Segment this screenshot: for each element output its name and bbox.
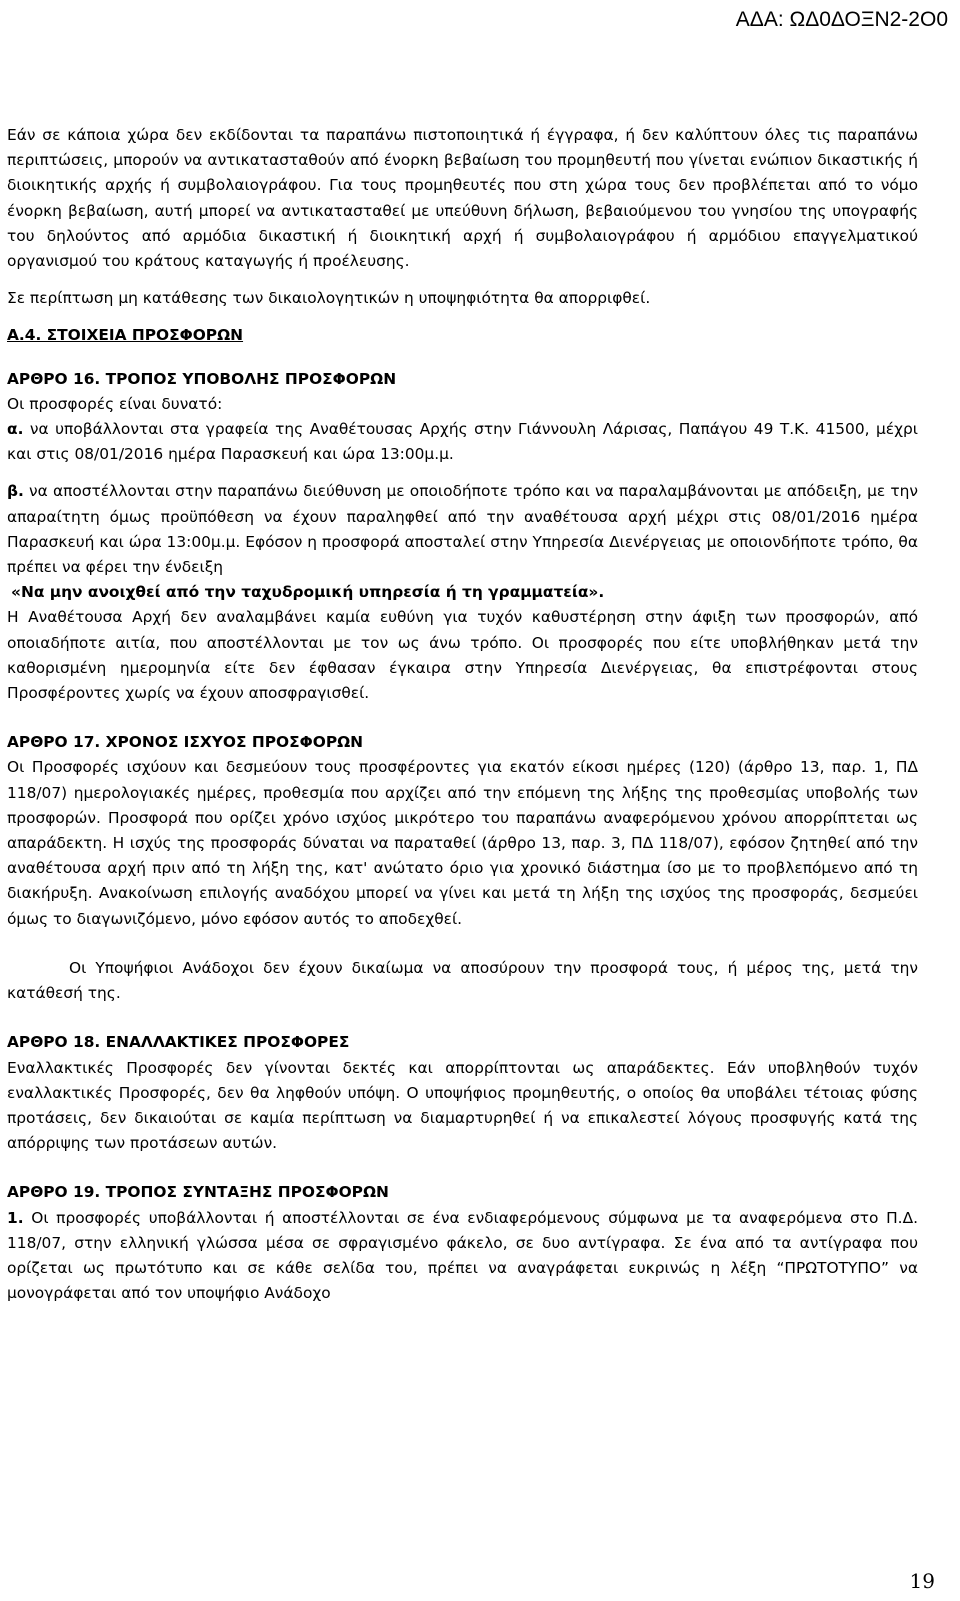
paragraph-rejection: Σε περίπτωση μη κατάθεσης των δικαιολογητικών η υποψηφιότητα θα απορριφθεί.: [7, 289, 651, 308]
page-number: 19: [909, 1569, 935, 1593]
item-1-text: Οι προσφορές υποβάλλονται ή αποστέλλονται σε ένα ενδιαφερόμενους σύμφωνα με τα αναφερόμενα στο Π.Δ. 118/07, στην ελληνική γλώσσα μέσα σε σφραγισμένο φάκελο, σε δυο αντίγραφα. Σε ένα από τα αντίγραφα που ορίζεται ως πρωτότυπο και σε κάθε σελίδα του, πρέπει να αναγράφεται ευκρινώς η λέξη “ΠΡΩΤΟΤΥΠΟ” να μονογράφεται από τον υποψήφιο Ανάδοχο: [7, 1208, 918, 1303]
article-17-paragraph-2: Οι Υποψήφιοι Ανάδοχοι δεν έχουν δικαίωμα να αποσύρουν την προσφορά τους, ή μέρος της, μετά την κατάθεσή της.: [7, 958, 918, 1003]
article-18-paragraph: Εναλλακτικές Προσφορές δεν γίνονται δεκτές και απορρίπτονται ως απαράδεκτες. Εάν υποβληθούν τυχόν εναλλακτικές Προσφορές, δεν θα ληφθούν υπόψη. Ο υποψήφιος προμηθευτής, ο οποίος θα υποβάλει τέτοιας φύσης προτάσεις, δεν δικαιούται σε καμία περίπτωση να διαμαρτυρηθεί ή να επικαλεστεί λόγους προσφυγής κατά της απόρριψης των προτάσεων αυτών.: [7, 1058, 918, 1153]
document-body: [7, 123, 918, 1306]
item-b-text: να αποστέλλονται στην παραπάνω διεύθυνση με οποιοδήποτε τρόπο και να παραλαμβάνονται με απόδειξη, με την απαραίτητη όμως προϋπόθεση να έχουν παραληφθεί από την αναθέτουσα αρχή μέχρι στις 08/01/2016 ημέρα Παρασκευή και ώρα 13:00μ.μ. Εφόσον η προσφορά αποσταλεί στην Υπηρεσία Διενέργειας με οποιονδήποτε τρόπο, θα πρέπει να φέρει την ένδειξη: [7, 482, 918, 577]
article-16-delay-paragraph: Η Αναθέτουσα Αρχή δεν αναλαμβάνει καμία ευθύνη για τυχόν καθυστέρηση στην άφιξη των προσφορών, από οποιαδήποτε αιτία, που αποστέλλονται με τον ως άνω τρόπο. Οι προσφορές που είτε υποβλήθηκαν μετά την καθορισμένη ημερομηνία είτε δεν έφθασαν έγκαιρα στην Υπηρεσία Διενέργειας, θα επιστρέφονται στους Προσφέροντες χωρίς να έχουν αποσφραγισθεί.: [7, 608, 918, 703]
item-1-marker: 1.: [7, 1208, 24, 1227]
article-16-heading: ΑΡΘΡΟ 16. ΤΡΟΠΟΣ ΥΠΟΒΟΛΗΣ ΠΡΟΣΦΟΡΩΝ: [7, 369, 397, 388]
item-a-text: να υποβάλλονται στα γραφεία της Αναθέτουσας Αρχής στην Γιάννουλη Λάρισας, Παπάγου 49 Τ.Κ. 41500, μέχρι και στις 08/01/2016 ημέρα Παρασκευή και ώρα 13:00μ.μ.: [7, 420, 918, 464]
section-heading-a4: Α.4. ΣΤΟΙΧΕΙΑ ΠΡΟΣΦΟΡΩΝ: [7, 326, 244, 345]
article-18-heading: ΑΡΘΡΟ 18. ΕΝΑΛΛΑΚΤΙΚΕΣ ΠΡΟΣΦΟΡΕΣ: [7, 1033, 350, 1052]
article-19-heading: ΑΡΘΡΟ 19. ΤΡΟΠΟΣ ΣΥΝΤΑΞΗΣ ΠΡΟΣΦΟΡΩΝ: [7, 1183, 389, 1202]
envelope-notice: «Να μην ανοιχθεί από την ταχυδρομική υπηρεσία ή τη γραμματεία».: [11, 583, 605, 602]
article-17-heading: ΑΡΘΡΟ 17. ΧΡΟΝΟΣ ΙΣΧΥΟΣ ΠΡΟΣΦΟΡΩΝ: [7, 733, 364, 752]
paragraph-certificates: Εάν σε κάποια χώρα δεν εκδίδονται τα παραπάνω πιστοποιητικά ή έγγραφα, ή δεν καλύπτουν όλες τις παραπάνω περιπτώσεις, μπορούν να αντικατασταθούν από ένορκη βεβαίωση του προμηθευτή που γίνεται ενώπιον δικαστικής ή διοικητικής αρχής ή συμβολαιογράφου. Για τους προμηθευτές που στη χώρα τους δεν προβλέπεται από το νόμο ένορκη βεβαίωση, αυτή μπορεί να αντικατασταθεί με υπεύθυνη δήλωση, βεβαιούμενου του γνησίου της υπογραφής του δηλούντος από αρμόδια δικαστική ή διοικητική αρχή ή συμβολαιογράφου ή αρμόδιου επαγγελματικού οργανισμού του κράτους καταγωγής ή προέλευσης.: [7, 126, 918, 271]
ada-code: ΑΔΑ: ΩΔ0ΔΟΞΝ2-2Ο0: [735, 8, 948, 31]
article-19-item-1: [7, 1206, 918, 1307]
item-a-marker: α.: [7, 420, 24, 439]
item-b-marker: β.: [7, 482, 24, 501]
article-16-item-b: [7, 479, 918, 580]
article-16-item-a: [7, 417, 918, 467]
article-16-intro: Οι προσφορές είναι δυνατό:: [7, 394, 223, 413]
article-17-paragraph-1: Οι Προσφορές ισχύουν και δεσμεύουν τους προσφέροντες για εκατόν είκοσι ημέρες (120) (άρθρο 13, παρ. 1, ΠΔ 118/07) ημερολογιακές ημέρες, προθεσμία που αρχίζει από την επόμενη της λήξης της προθεσμίας υποβολής των προσφορών. Προσφορά που ορίζει χρόνο ισχύος μικρότερο του παραπάνω αναφερόμενου χρόνου απορρίπτεται ως απαράδεκτη. Η ισχύς της προσφοράς δύναται να παραταθεί (άρθρο 13, παρ. 3, ΠΔ 118/07), εφόσον ζητηθεί από την αναθέτουσα αρχή πριν από τη λήξη της, κατ' ανώτατο όριο για χρονικό διάστημα ίσο με το προβλεπόμενο από τη διακήρυξη. Ανακοίνωση επιλογής αναδόχου μπορεί να γίνει και μετά τη λήξη της ισχύος της προσφοράς, δεσμεύει όμως το διαγωνιζόμενο, μόνο εφόσον αυτός το αποδεχθεί.: [7, 758, 918, 928]
